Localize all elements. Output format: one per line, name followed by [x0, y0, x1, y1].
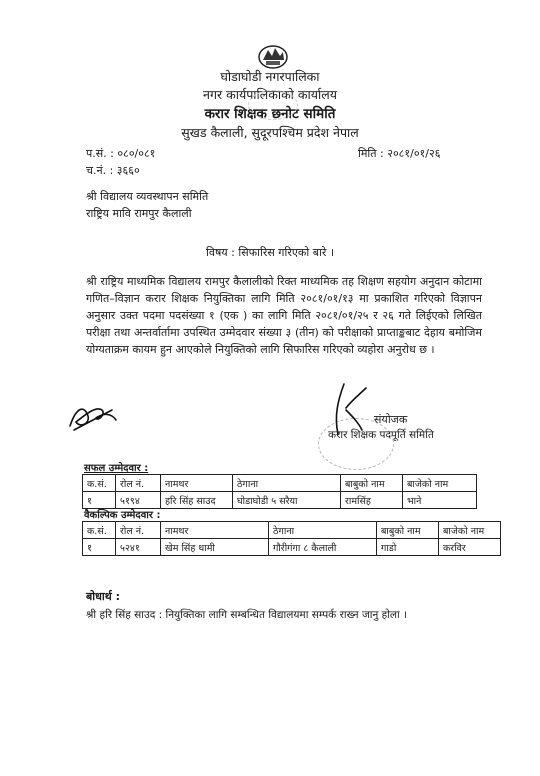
note-text: श्री हरि सिंह साउद : नियुक्तिका लागि सम्बन्धित विद्यालयमा सम्पर्क राख्न जानु होला ।: [86, 609, 408, 621]
alternate-table: [82, 521, 501, 556]
committee-name: करार शिक्षक छनोट समिति: [204, 106, 336, 122]
successful-heading: सफल उम्मेदवार :: [84, 463, 149, 474]
left-signature: [66, 396, 122, 434]
letter-date: मिति : २०८१/०१/२६: [358, 147, 441, 160]
column-header: क.सं.: [83, 475, 116, 492]
column-header: बाजेको नाम: [403, 475, 477, 492]
cell: ५१९४: [116, 492, 161, 509]
dispatch-number: च.नं. : ३६६०: [86, 164, 140, 177]
office-name: नगर कार्यपालिकाको कार्यालय: [203, 87, 337, 102]
cell: १: [83, 492, 116, 509]
office-address: सुखड कैलाली, सुदूरपश्चिम प्रदेश नेपाल: [181, 125, 359, 140]
column-header: नामथर: [161, 522, 269, 539]
subject-line: विषय : सिफारिस गरिएको बारे ।: [205, 246, 334, 259]
cell: रामसिंह: [341, 492, 403, 509]
table-row: [83, 539, 501, 556]
nepal-emblem-icon: [256, 42, 290, 70]
cell: गौरीगंगा ८ कैलाली: [269, 539, 377, 556]
column-header: बाबुको नाम: [377, 522, 439, 539]
cell: खेम सिंह धामी: [161, 539, 269, 556]
column-header: रोल नं.: [116, 522, 161, 539]
column-header: नामथर: [161, 475, 233, 492]
signatory-committee: करार शिक्षक पदपूर्ति समिति: [328, 429, 434, 441]
successful-table: [82, 474, 477, 509]
cell: भाने: [403, 492, 477, 509]
column-header: बाबुको नाम: [341, 475, 403, 492]
column-header: रोल नं.: [116, 475, 161, 492]
header-stamp: [248, 90, 298, 120]
recipient-line-2: राष्ट्रिय मावि रामपुर कैलाली: [86, 207, 192, 220]
table-row: [83, 492, 477, 509]
cell: गाडो: [377, 539, 439, 556]
cell: घोडाघोडी ५ सरैया: [233, 492, 341, 509]
alternate-heading: वैकल्पिक उम्मेदवार :: [84, 510, 161, 521]
column-header: क.सं.: [83, 522, 116, 539]
cell: हरि सिंह साउद: [161, 492, 233, 509]
table-header-row: [83, 475, 477, 492]
municipality-name: घोडाघोडी नगरपालिका: [220, 69, 320, 84]
column-header: ठेगाना: [233, 475, 341, 492]
column-header: बाजेको नाम: [439, 522, 501, 539]
cell: ५२४१: [116, 539, 161, 556]
cell: १: [83, 539, 116, 556]
signatory-title: संयोजक: [374, 413, 408, 426]
column-header: ठेगाना: [269, 522, 377, 539]
recipient-line-1: श्री विद्यालय व्यवस्थापन समिति: [86, 190, 209, 203]
note-heading: बोधार्थ :: [86, 590, 121, 603]
table-header-row: [83, 522, 501, 539]
cell: करविर: [439, 539, 501, 556]
letter-body: श्री राष्ट्रिय माध्यमिक विद्यालय रामपुर कैलालीको रिक्त माध्यमिक तह शिक्षण सहयोग अनुदान कोटामा गणित–विज्ञान करार शिक्षक नियुक्तिका लागि मिति २०८१/०१/१३ मा प्रकाशित गरिएको विज्ञापन अनुसार उक्त पदमा पदसंख्या १ (एक ) का लागि मिति २०८१/०१/२५ र २६ गते लिईएको लिखित परीक्षा तथा अन्तर्वार्तामा उपस्थित उम्मेदवार संख्या ३ (तीन) को परीक्षाको प्राप्ताङ्कबाट देहाय बमोजिम योग्यताक्रम कायम हुन आएकोले नियुक्तिको लागि सिफारिस गरिएको व्यहोरा अनुरोध छ ।: [86, 275, 482, 356]
reference-number: प.सं. : ०८०/०८१: [86, 147, 156, 160]
